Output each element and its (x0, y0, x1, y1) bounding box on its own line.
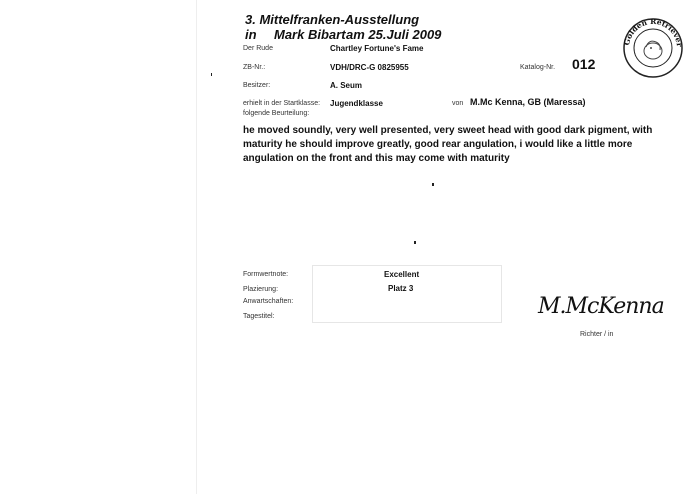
scan-speck (414, 241, 416, 244)
katalog-value: 012 (572, 56, 596, 72)
der-rude-value: Chartley Fortune's Fame (330, 44, 424, 53)
show-in: in (245, 27, 257, 42)
show-place: Mark Bibart (274, 27, 346, 42)
beurteilung-label: folgende Beurteilung: (243, 110, 310, 117)
svg-text:Golden Retriever Club e.V.: Golden Retriever (622, 17, 684, 48)
platz-value: Platz 3 (388, 284, 414, 293)
besitzer-value: A. Seum (330, 81, 363, 90)
critique-text: he moved soundly, very well presented, very sweet head with good dark pigment, with maturity he should improve greatly, good rear angulation, i would like a little more angulation on the front and this may come with maturity (243, 125, 653, 164)
club-seal (622, 17, 684, 79)
tagestitel-label: Tagestitel: (243, 313, 275, 320)
startklasse-label: erhielt in der Startklasse: (243, 100, 321, 107)
platz-label: Plazierung: (243, 286, 279, 293)
katalog-label: Katalog-Nr. (520, 64, 556, 71)
scan-speck (211, 73, 212, 76)
besitzer-label: Besitzer: (243, 82, 271, 89)
von-value: M.Mc Kenna, GB (Maressa) (470, 97, 586, 107)
scan-speck (432, 183, 434, 186)
startklasse-value: Jugendklasse (330, 99, 383, 108)
scan-edge-left (196, 0, 197, 494)
show-date: am 25.Juli 2009 (346, 27, 442, 42)
judge-label: Richter / in (580, 331, 614, 338)
zb-label: ZB-Nr.: (243, 64, 266, 71)
formwert-value: Excellent (384, 270, 420, 279)
von-label: von (452, 100, 464, 107)
der-rude-label: Der Rude (243, 45, 273, 52)
show-title: 3. Mittelfranken-Ausstellung (245, 12, 420, 27)
zb-value: VDH/DRC-G 0825955 (330, 63, 409, 72)
formwert-label: Formwertnote: (243, 271, 289, 278)
judge-signature: M.McKenna (538, 294, 664, 319)
anwartschaften-label: Anwartschaften: (243, 298, 294, 305)
